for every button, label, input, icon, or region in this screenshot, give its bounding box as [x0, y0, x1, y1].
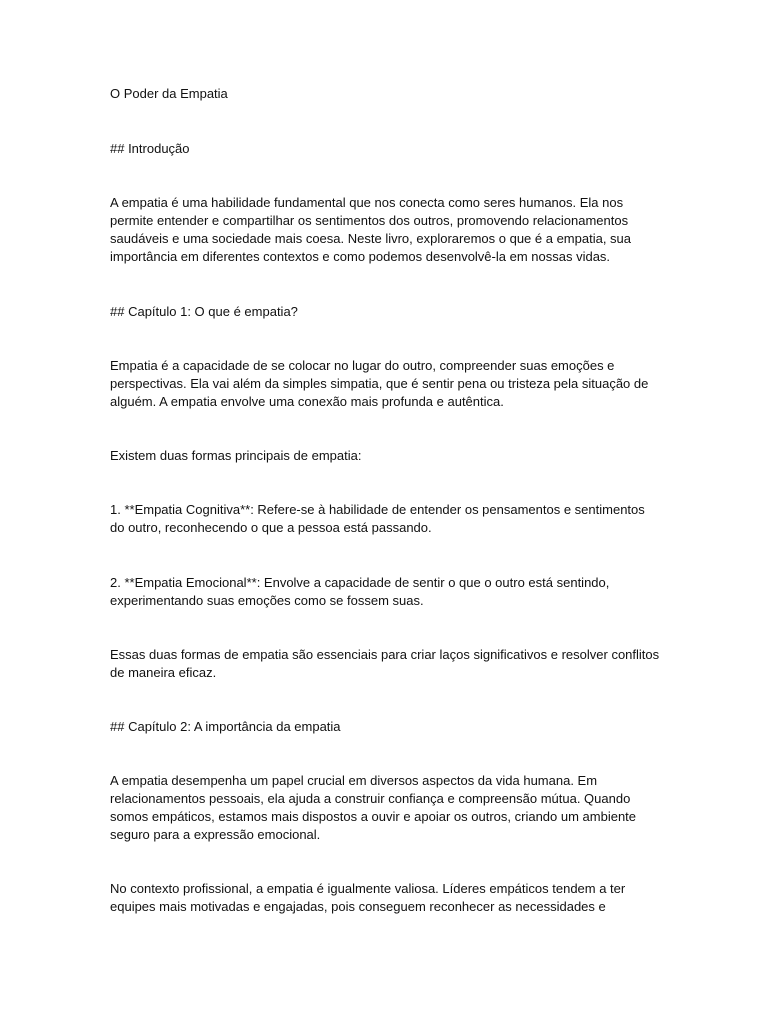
intro-heading: ## Introdução — [110, 141, 190, 156]
forms-intro-line: Existem duas formas principais de empatia: — [110, 448, 362, 463]
chapter1-paragraph-line: perspectivas. Ela vai além da simples simpatia, que é sentir pena ou tristeza pela situação de — [110, 376, 649, 391]
chapter1-paragraph-line: Empatia é a capacidade de se colocar no lugar do outro, compreender suas emoções e — [110, 358, 615, 373]
form-emotional-line: 2. **Empatia Emocional**: Envolve a capacidade de sentir o que o outro está sentindo, — [110, 575, 610, 590]
forms-summary-line: Essas duas formas de empatia são essenciais para criar laços significativos e resolver conflitos — [110, 647, 660, 662]
chapter2-paragraph1-line: seguro para a expressão emocional. — [110, 827, 321, 842]
chapter2-paragraph2-line: equipes mais motivadas e engajadas, pois conseguem reconhecer as necessidades e — [110, 899, 606, 914]
chapter2-paragraph1-line: relacionamentos pessoais, ela ajuda a construir confiança e compreensão mútua. Quando — [110, 791, 631, 806]
intro-paragraph-line: A empatia é uma habilidade fundamental que nos conecta como seres humanos. Ela nos — [110, 195, 624, 210]
intro-paragraph-line: saudáveis e uma sociedade mais coesa. Neste livro, exploraremos o que é a empatia, sua — [110, 231, 632, 246]
forms-summary-line: de maneira eficaz. — [110, 665, 217, 680]
form-cognitive-line: 1. **Empatia Cognitiva**: Refere-se à habilidade de entender os pensamentos e sentimentos — [110, 502, 645, 517]
chapter1-paragraph-line: alguém. A empatia envolve uma conexão mais profunda e autêntica. — [110, 394, 504, 409]
chapter2-paragraph1-line: somos empáticos, estamos mais dispostos a ouvir e apoiar os outros, criando um ambiente — [110, 809, 637, 824]
intro-paragraph-line: importância em diferentes contextos e como podemos desenvolvê-la em nossas vidas. — [110, 249, 611, 264]
chapter2-paragraph1-line: A empatia desempenha um papel crucial em diversos aspectos da vida humana. Em — [110, 773, 598, 788]
form-cognitive-line: do outro, reconhecendo o que a pessoa está passando. — [110, 520, 432, 535]
chapter2-paragraph2-line: No contexto profissional, a empatia é igualmente valiosa. Líderes empáticos tendem a ter — [110, 881, 626, 896]
intro-paragraph-line: permite entender e compartilhar os sentimentos dos outros, promovendo relacionamentos — [110, 213, 629, 228]
document-title: O Poder da Empatia — [110, 86, 228, 101]
form-emotional-line: experimentando suas emoções como se fossem suas. — [110, 593, 424, 608]
chapter1-heading: ## Capítulo 1: O que é empatia? — [110, 304, 298, 319]
chapter2-heading: ## Capítulo 2: A importância da empatia — [110, 719, 341, 734]
